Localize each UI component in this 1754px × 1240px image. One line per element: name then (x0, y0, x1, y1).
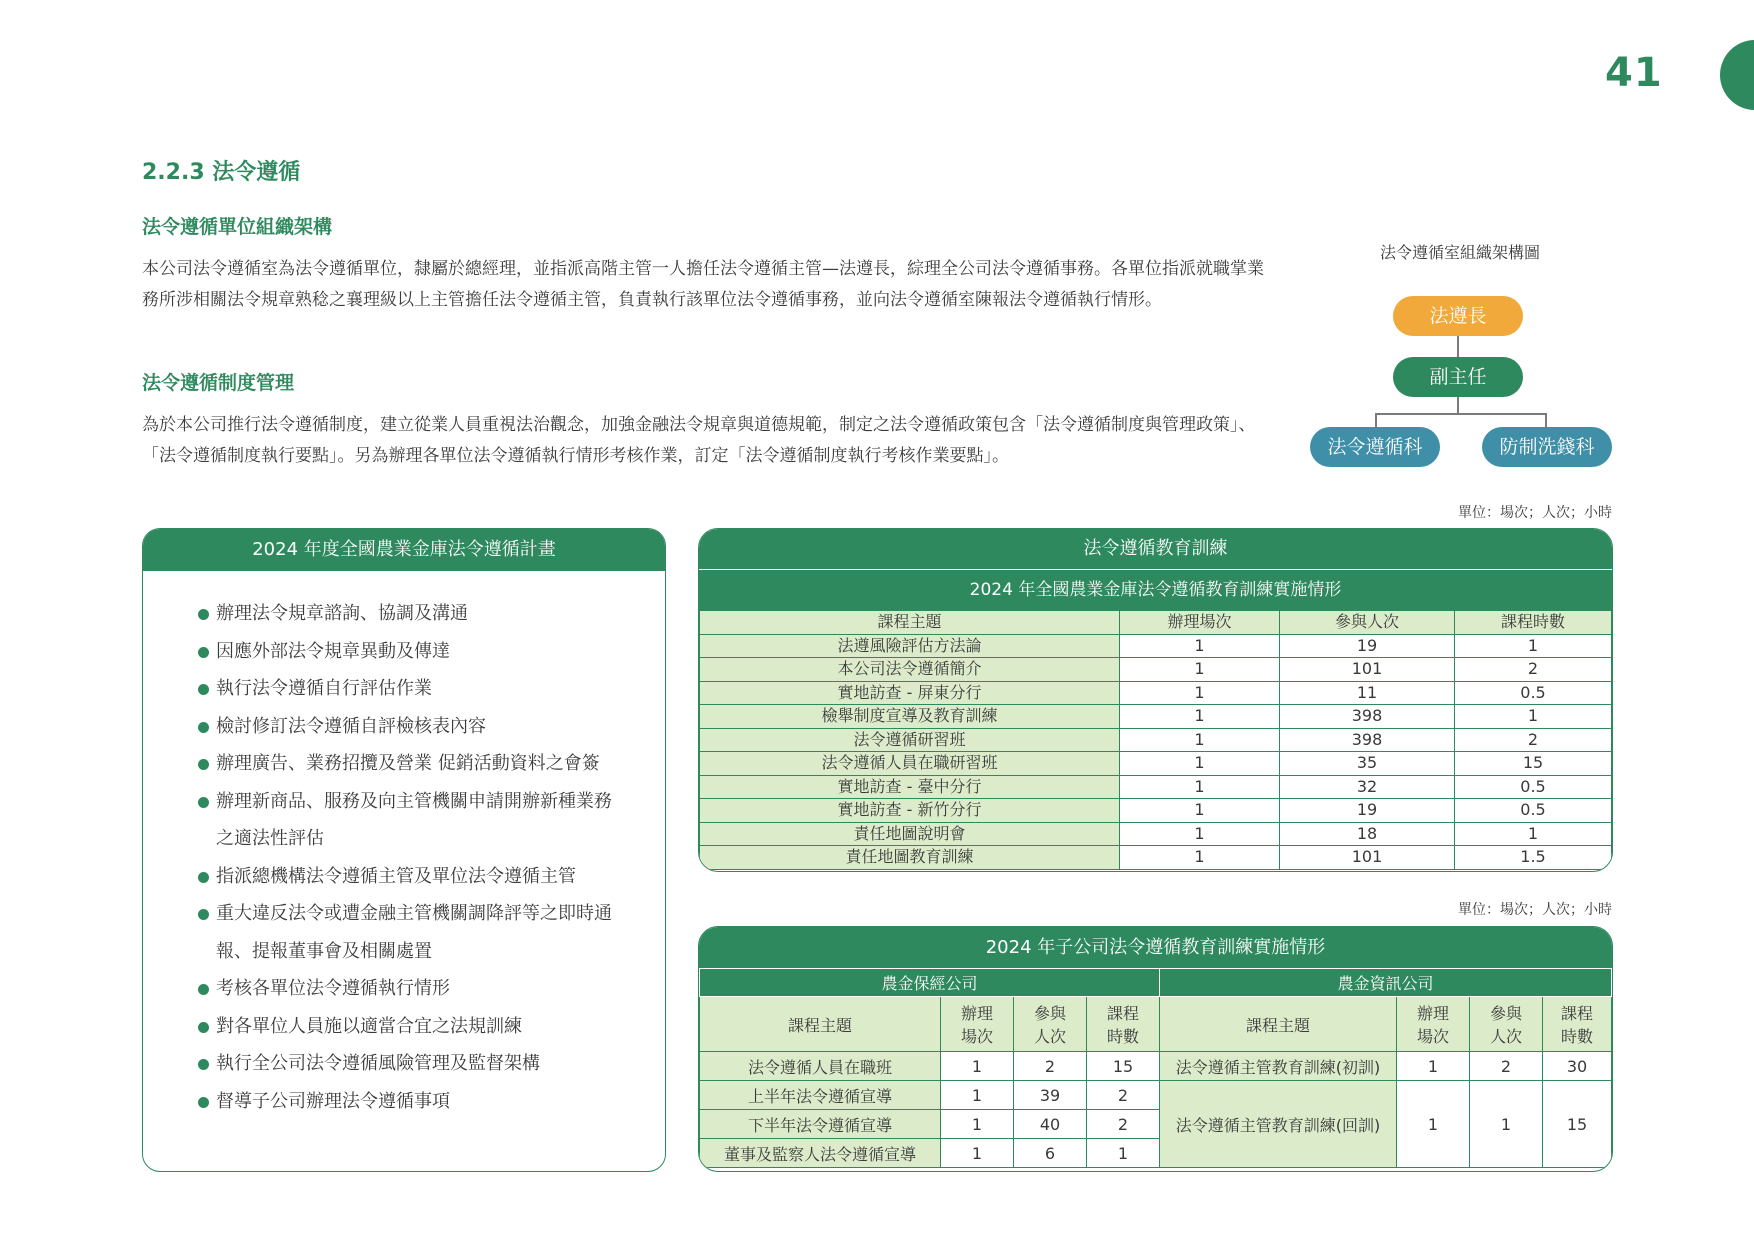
table-row (700, 1081, 1612, 1110)
compliance-plan-title: 2024 年度全國農業金庫法令遵循計畫 (143, 529, 665, 571)
plan-item: 指派總機構法令遵循主管及單位法令遵循主管 (198, 858, 616, 896)
participants: 19 (1280, 799, 1455, 823)
unit-note: 單位：場次；人次；小時 (1458, 902, 1612, 918)
col-header: 課程主題 (700, 611, 1120, 635)
course-topic: 檢舉制度宣導及教育訓練 (700, 705, 1120, 729)
hours: 1 (1455, 634, 1612, 658)
hours: 2 (1087, 1081, 1160, 1110)
participants: 101 (1280, 658, 1455, 682)
plan-item: 督導子公司辦理法令遵循事項 (198, 1083, 616, 1121)
plan-item: 辦理廣告、業務招攬及營業 促銷活動資料之會簽 (198, 745, 616, 783)
course-topic: 本公司法令遵循簡介 (700, 658, 1120, 682)
course-topic: 實地訪查 - 屏東分行 (700, 681, 1120, 705)
col-header: 參與人次 (1280, 611, 1455, 635)
hours: 30 (1543, 1052, 1612, 1081)
page-tab-marker (1720, 40, 1754, 110)
unit-note: 單位：場次；人次；小時 (1458, 505, 1612, 521)
hours: 0.5 (1455, 799, 1612, 823)
org-paragraph: 本公司法令遵循室為法令遵循單位，隸屬於總經理，並指派高階主管一人擔任法令遵循主管—法遵長，綜理全公司法令遵循事務。各單位指派就職掌業務所涉相關法令規章熟稔之襄理級以上主管擔任法令遵循主管，負責執行該單位法令遵循事務，並向法令遵循室陳報法令遵循執行情形。 (142, 259, 1264, 310)
training-table (699, 610, 1612, 870)
sessions: 1 (1397, 1081, 1470, 1168)
org-node-chief-compliance-officer: 法遵長 (1393, 296, 1523, 336)
subsidiary-table (699, 968, 1612, 1168)
participants: 398 (1280, 705, 1455, 729)
course-topic: 法令遵循人員在職研習班 (700, 752, 1120, 776)
company-a-header: 農金保經公司 (700, 969, 1160, 997)
hours: 1 (1455, 822, 1612, 846)
sessions: 1 (1120, 775, 1280, 799)
org-node-aml-section: 防制洗錢科 (1482, 427, 1612, 467)
plan-item: 重大違反法令或遭金融主管機關調降評等之即時通報、提報董事會及相關處置 (198, 895, 616, 970)
course-topic: 實地訪查 - 新竹分行 (700, 799, 1120, 823)
org-connector (1457, 336, 1459, 357)
participants: 19 (1280, 634, 1455, 658)
plan-item: 辦理法令規章諮詢、協調及溝通 (198, 595, 616, 633)
hours: 2 (1455, 728, 1612, 752)
table-row (700, 799, 1612, 823)
hours: 15 (1087, 1052, 1160, 1081)
page-number: 41 (1605, 50, 1663, 96)
hours: 15 (1455, 752, 1612, 776)
participants: 35 (1280, 752, 1455, 776)
org-heading: 法令遵循單位組織架構 (142, 216, 333, 238)
sessions: 1 (1120, 822, 1280, 846)
sessions: 1 (1120, 846, 1280, 870)
col-header: 課程主題 (1160, 997, 1397, 1052)
course-topic: 董事及監察人法令遵循宣導 (700, 1139, 941, 1168)
org-connector (1375, 413, 1377, 427)
course-topic: 上半年法令遵循宣導 (700, 1081, 941, 1110)
sessions: 1 (1120, 634, 1280, 658)
hours: 2 (1087, 1110, 1160, 1139)
participants: 18 (1280, 822, 1455, 846)
col-header: 課程 時數 (1543, 997, 1612, 1052)
col-header: 課程時數 (1455, 611, 1612, 635)
course-topic: 法令遵循研習班 (700, 728, 1120, 752)
sessions: 1 (1120, 752, 1280, 776)
table-row (700, 752, 1612, 776)
org-connector (1375, 413, 1547, 415)
org-connector (1457, 397, 1459, 414)
plan-item: 考核各單位法令遵循執行情形 (198, 970, 616, 1008)
training-subtitle: 2024 年全國農業金庫法令遵循教育訓練實施情形 (699, 569, 1612, 610)
col-header: 課程 時數 (1087, 997, 1160, 1052)
compliance-plan-list (143, 571, 665, 1120)
training-box (698, 528, 1613, 872)
hours: 1 (1087, 1139, 1160, 1168)
subsidiary-training-box (698, 926, 1613, 1172)
sessions: 1 (1120, 728, 1280, 752)
hours: 0.5 (1455, 681, 1612, 705)
plan-item: 對各單位人員施以適當合宜之法規訓練 (198, 1008, 616, 1046)
sessions: 1 (941, 1052, 1014, 1081)
sessions: 1 (1120, 705, 1280, 729)
system-paragraph: 為於本公司推行法令遵循制度，建立從業人員重視法治觀念，加強金融法令規章與道德規範，制定之法令遵循政策包含「法令遵循制度與管理政策」、「法令遵循制度執行要點」。另為辦理各單位法令遵循執行情形考核作業，訂定「法令遵循制度執行考核作業要點」。 (142, 415, 1256, 466)
training-title: 法令遵循教育訓練 (699, 529, 1612, 569)
sessions: 1 (1120, 681, 1280, 705)
col-header: 課程主題 (700, 997, 941, 1052)
plan-item: 執行全公司法令遵循風險管理及監督架構 (198, 1045, 616, 1083)
table-row (700, 658, 1612, 682)
participants: 398 (1280, 728, 1455, 752)
participants: 2 (1014, 1052, 1087, 1081)
sessions: 1 (941, 1139, 1014, 1168)
participants: 32 (1280, 775, 1455, 799)
course-topic: 法遵風險評估方法論 (700, 634, 1120, 658)
hours: 1 (1455, 705, 1612, 729)
plan-item: 執行法令遵循自行評估作業 (198, 670, 616, 708)
system-heading: 法令遵循制度管理 (142, 372, 295, 394)
compliance-plan-box (142, 528, 666, 1172)
org-connector (1545, 413, 1547, 427)
sessions: 1 (1397, 1052, 1470, 1081)
hours: 2 (1455, 658, 1612, 682)
table-row (700, 728, 1612, 752)
participants: 11 (1280, 681, 1455, 705)
participants: 2 (1470, 1052, 1543, 1081)
plan-item: 檢討修訂法令遵循自評檢核表內容 (198, 708, 616, 746)
sessions: 1 (941, 1081, 1014, 1110)
course-topic: 法令遵循主管教育訓練(回訓) (1160, 1081, 1397, 1168)
course-topic: 下半年法令遵循宣導 (700, 1110, 941, 1139)
col-header: 辦理 場次 (1397, 997, 1470, 1052)
course-topic: 責任地圖說明會 (700, 822, 1120, 846)
participants: 39 (1014, 1081, 1087, 1110)
org-node-deputy-director: 副主任 (1393, 357, 1523, 397)
plan-item: 因應外部法令規章異動及傳達 (198, 633, 616, 671)
table-row (700, 846, 1612, 870)
participants: 40 (1014, 1110, 1087, 1139)
company-b-header: 農金資訊公司 (1160, 969, 1612, 997)
course-topic: 實地訪查 - 臺中分行 (700, 775, 1120, 799)
participants: 6 (1014, 1139, 1087, 1168)
table-row (700, 1052, 1612, 1081)
org-node-compliance-section: 法令遵循科 (1310, 427, 1440, 467)
sessions: 1 (1120, 799, 1280, 823)
col-header: 參與 人次 (1014, 997, 1087, 1052)
hours: 15 (1543, 1081, 1612, 1168)
org-chart-title: 法令遵循室組織架構圖 (1379, 243, 1540, 262)
col-header: 辦理場次 (1120, 611, 1280, 635)
col-header: 參與 人次 (1470, 997, 1543, 1052)
sessions: 1 (1120, 658, 1280, 682)
participants: 101 (1280, 846, 1455, 870)
subsidiary-title: 2024 年子公司法令遵循教育訓練實施情形 (699, 927, 1612, 968)
participants: 1 (1470, 1081, 1543, 1168)
sessions: 1 (941, 1110, 1014, 1139)
course-topic: 法令遵循主管教育訓練(初訓) (1160, 1052, 1397, 1081)
table-row (700, 634, 1612, 658)
course-topic: 責任地圖教育訓練 (700, 846, 1120, 870)
course-topic: 法令遵循人員在職班 (700, 1052, 941, 1081)
section-title: 2.2.3 法令遵循 (142, 160, 301, 185)
hours: 1.5 (1455, 846, 1612, 870)
table-row (700, 705, 1612, 729)
plan-item: 辦理新商品、服務及向主管機關申請開辦新種業務之適法性評估 (198, 783, 616, 858)
table-row (700, 775, 1612, 799)
hours: 0.5 (1455, 775, 1612, 799)
table-row (700, 822, 1612, 846)
table-row (700, 681, 1612, 705)
col-header: 辦理 場次 (941, 997, 1014, 1052)
